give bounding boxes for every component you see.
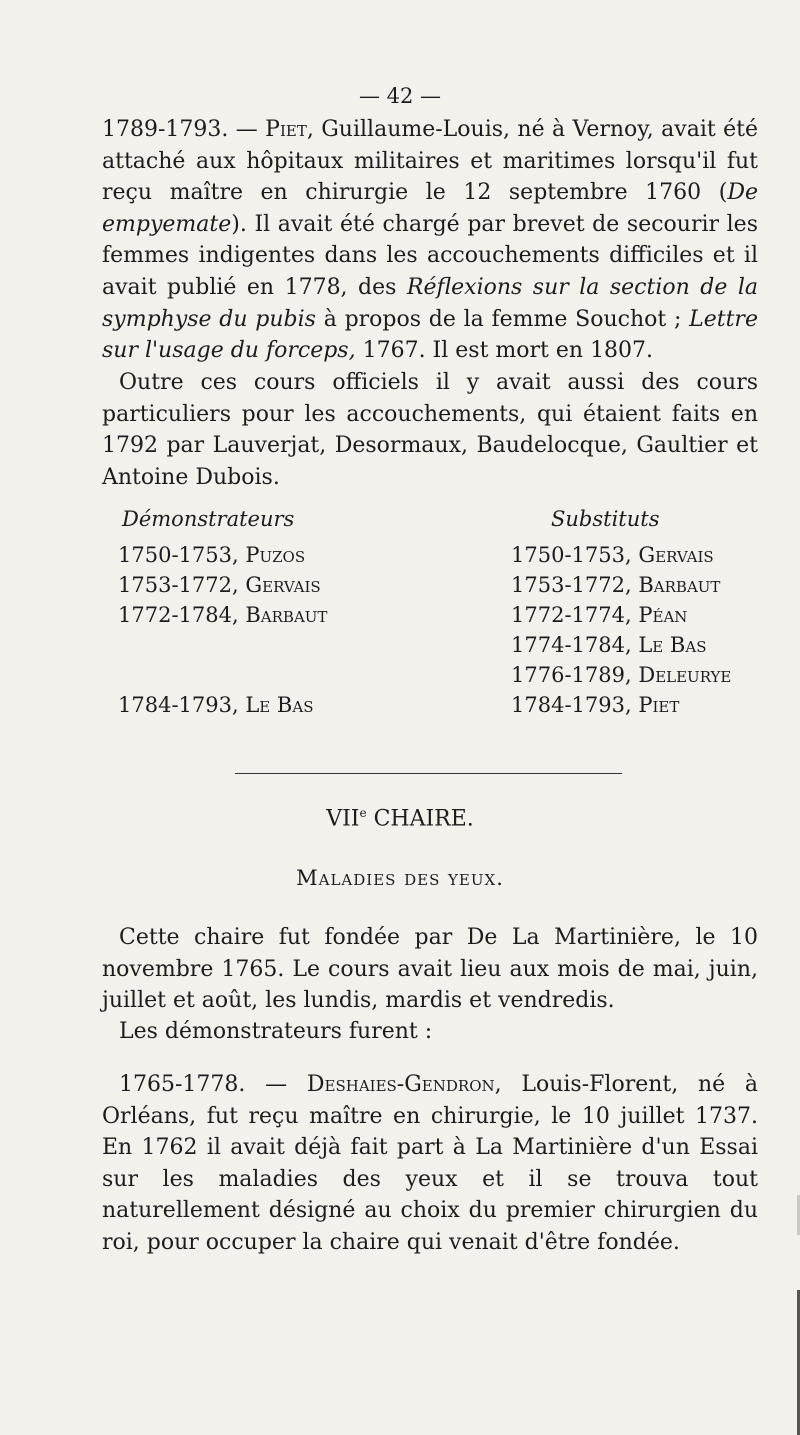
piet-work-lettre: Lettre sur l'usage du forceps, <box>102 306 758 364</box>
demonstrateur-entry <box>118 570 378 600</box>
entry-name: Piet <box>638 693 680 717</box>
piet-dates: 1789-1793. <box>102 117 229 142</box>
entry-years: 1772-1784, <box>118 603 239 627</box>
piet-text-1: , Guillaume-Louis, né à Vernoy, avait été attaché aux hôpitaux militaires et maritimes lorsqu'il fut reçu maître en chirurgie le 12 septembre 1760 ( <box>102 117 758 206</box>
demonstrateur-entry <box>118 600 378 630</box>
demonstrateurs-intro: Les démonstrateurs furent : <box>119 1019 433 1044</box>
entry-years: 1753-1772, <box>118 573 239 597</box>
chaire-numeral: VII <box>326 806 360 832</box>
piet-text-2: ). Il avait été chargé par brevet de secourir les femmes indigentes dans les accouchements difficiles et il avait publié en 1778, des <box>102 211 758 300</box>
substitut-entry <box>511 690 771 720</box>
entry-years: 1772-1774, <box>511 603 632 627</box>
chaire-label: CHAIRE. <box>366 806 474 832</box>
entry-years: 1784-1793, <box>118 693 239 717</box>
entry-years: 1750-1753, <box>118 543 239 567</box>
demonstrateur-entry <box>118 540 378 570</box>
gendron-name: Deshaies-Gendron <box>306 1072 495 1097</box>
entry-name: Deleurye <box>638 663 732 687</box>
entry-name: Barbaut <box>638 573 721 597</box>
substitut-entry <box>511 540 771 570</box>
gendron-dates: 1765-1778. <box>119 1072 246 1097</box>
entry-name: Puzos <box>245 543 306 567</box>
piet-thesis-title: De empyemate <box>102 180 758 237</box>
chaire-subtitle: Maladies des yeux. <box>296 866 504 890</box>
entry-years: 1776-1789, <box>511 663 632 687</box>
entry-name: Gervais <box>638 543 714 567</box>
entry-years: 1774-1784, <box>511 633 632 657</box>
entry-name: Le Bas <box>638 633 707 657</box>
cours-particuliers-paragraph: Outre ces cours officiels il y avait aussi des cours particuliers pour les accouchements, qui étaient faits en 1792 par Lauverjat, Desormaux, Baudelocque, Gaultier et Antoine Dubois. <box>102 370 758 490</box>
substitut-entry <box>511 660 771 690</box>
chaire-heading <box>0 806 800 831</box>
piet-text-3: à propos de la femme Souchot ; <box>315 306 690 332</box>
entry-name: Péan <box>638 603 688 627</box>
demonstrateur-entry-empty <box>118 660 378 690</box>
entry-name: Le Bas <box>245 693 314 717</box>
chaire-numeral-superscript: e <box>359 806 367 820</box>
dash: — <box>228 117 266 142</box>
entry-years: 1753-1772, <box>511 573 632 597</box>
section-divider <box>235 773 622 774</box>
page-number: — 42 — <box>358 84 442 108</box>
chaire-foundation-paragraph: Cette chaire fut fondée par De La Martinière, le 10 novembre 1765. Le cours avait lieu aux mois de mai, juin, juillet et août, les lundis, mardis et vendredis. <box>102 925 758 1014</box>
dash: — <box>245 1072 307 1097</box>
gendron-paragraph <box>102 1069 758 1259</box>
piet-paragraph <box>102 114 758 367</box>
gendron-text: , Louis-Florent, né à Orléans, fut reçu maître en chirurgie, le 10 juillet 1737. En 1762 il avait déjà fait part à La Martinière d'un Essai sur les maladies des yeux et il se trouva tout naturellement désigné au choix du premier chirurgien du roi, pour occuper la chaire qui venait d'être fondée. <box>102 1072 758 1255</box>
piet-name: Piet <box>265 117 307 142</box>
substitut-entry <box>511 570 771 600</box>
entry-name: Gervais <box>245 573 321 597</box>
piet-text-4: 1767. Il est mort en 1807. <box>355 338 654 364</box>
substituts-column <box>511 504 771 720</box>
demonstrateurs-heading: Démonstrateurs <box>122 507 295 531</box>
demonstrateur-entry <box>118 690 378 720</box>
substituts-heading: Substituts <box>551 507 660 531</box>
entry-name: Barbaut <box>245 603 328 627</box>
substitut-entry <box>511 630 771 660</box>
demonstrateur-entry-empty <box>118 630 378 660</box>
entry-years: 1784-1793, <box>511 693 632 717</box>
demonstrateurs-column <box>118 504 378 720</box>
piet-work-reflexions: Réflexions sur la section de la symphyse du pubis <box>102 274 759 332</box>
substitut-entry <box>511 600 771 630</box>
entry-years: 1750-1753, <box>511 543 632 567</box>
